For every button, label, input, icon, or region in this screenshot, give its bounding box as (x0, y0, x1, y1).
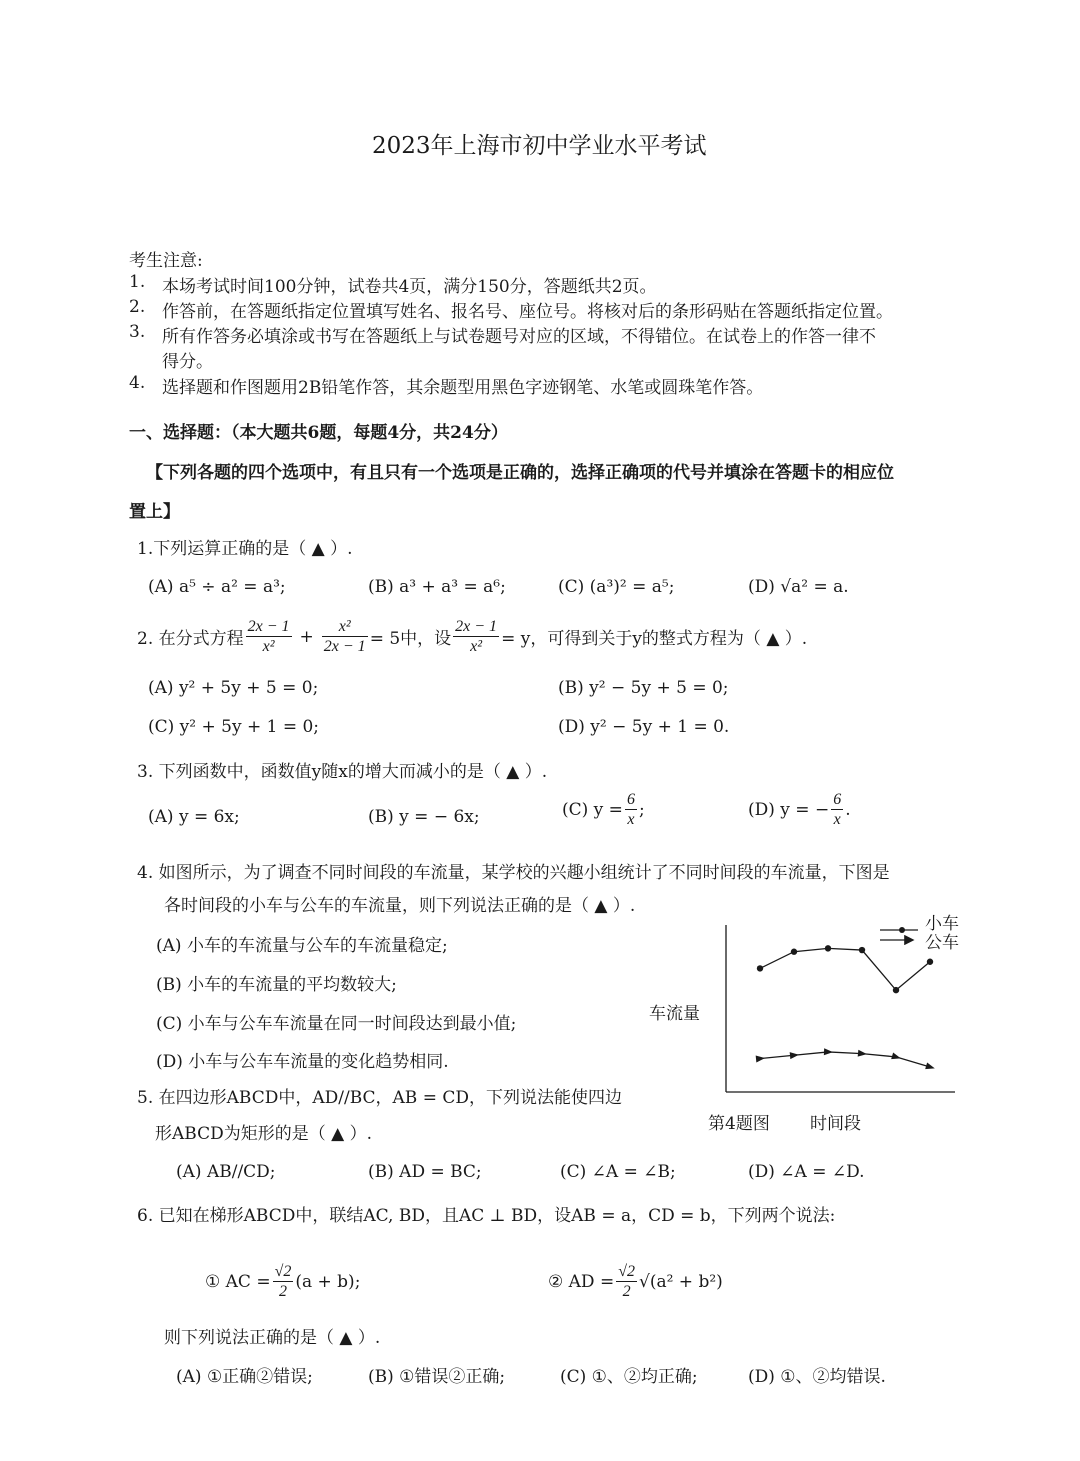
q1-option-b: (B) a³ + a³ = a⁶; (368, 577, 506, 597)
q1-stem: 1.下列运算正确的是（ ▲ ）. (137, 539, 353, 559)
q3-option-d (748, 790, 851, 829)
q2-option-a: (A) y² + 5y + 5 = 0; (148, 678, 319, 698)
page-title: 2023年上海市初中学业水平考试 (372, 133, 707, 159)
notice-heading: 考生注意: (129, 251, 203, 271)
q6-s2-denominator: 2 (622, 1283, 631, 1300)
q6-question: 则下列说法正确的是（ ▲ ）. (164, 1328, 381, 1348)
q2-option-b: (B) y² − 5y + 5 = 0; (558, 678, 729, 698)
q2-stem (137, 617, 807, 656)
q5-stem-cont: 形ABCD为矩形的是（ ▲ ）. (155, 1124, 373, 1144)
q6-option-c: (C) ①、②均正确; (560, 1367, 698, 1387)
section-instruction-cont: 置上】 (129, 502, 180, 522)
q6-s1-prefix: ① AC = (205, 1271, 271, 1292)
q2-stem-part1: 2. 在分式方程 (137, 629, 244, 649)
q3-c-numerator: 6 (626, 791, 635, 808)
q2-fraction-2 (322, 617, 368, 656)
notice-item-3-cont: 得分。 (162, 352, 213, 372)
q3-option-a: (A) y = 6x; (148, 807, 240, 827)
legend-label-car: 小车 (925, 914, 959, 934)
q2-option-c: (C) y² + 5y + 1 = 0; (148, 717, 320, 737)
series-2-point-4 (858, 1050, 868, 1058)
q5-option-c: (C) ∠A = ∠B; (560, 1162, 676, 1182)
q4-stem: 4. 如图所示，为了调查不同时间段的车流量，某学校的兴趣小组统计了不同时间段的车流量，下图是 (137, 863, 890, 883)
q2-stem-part3: = y，可得到关于y的整式方程为（ ▲ ）. (501, 629, 808, 649)
section-heading: 一、选择题：（本大题共6题，每题4分，共24分） (129, 423, 508, 443)
series-1-point-2 (791, 949, 797, 955)
q3-stem: 3. 下列函数中，函数值y随x的增大而减小的是（ ▲ ）. (137, 762, 548, 782)
q3-d-suffix: . (845, 799, 851, 820)
series-2-point-2 (790, 1051, 800, 1059)
q6-s2-fraction (616, 1262, 637, 1301)
q3-c-denominator: x (627, 811, 635, 828)
q5-option-d: (D) ∠A = ∠D. (748, 1162, 865, 1182)
series-2-point-1 (756, 1055, 766, 1063)
q4-option-b: (B) 小车的车流量的平均数较大; (156, 975, 397, 995)
series-line-1 (760, 948, 930, 990)
plot-area (756, 945, 936, 1072)
q5-option-a: (A) AB//CD; (176, 1162, 276, 1182)
q6-option-a: (A) ①正确②错误; (176, 1367, 313, 1387)
q6-stem: 6. 已知在梯形ABCD中，联结AC, BD，且AC ⊥ BD，设AB = a，CD = b，下列两个说法: (137, 1206, 836, 1226)
q3-c-suffix: ; (638, 799, 645, 820)
q3-c-fraction (625, 790, 637, 829)
section-instruction: 【下列各题的四个选项中，有且只有一个选项是正确的，选择正确项的代号并填涂在答题卡的相应位 (146, 463, 894, 483)
series-1-point-4 (859, 947, 865, 953)
q6-s1-numerator: √2 (274, 1263, 292, 1280)
notice-item-4: 选择题和作图题用2B铅笔作答，其余题型用黑色字迹钢笔、水笔或圆珠笔作答。 (162, 378, 764, 398)
legend-label-bus: 公车 (925, 933, 959, 953)
q6-s2-numerator: √2 (618, 1263, 635, 1280)
q2-f3-denominator: x² (470, 638, 483, 655)
q3-d-prefix: (D) y = − (748, 799, 830, 820)
q4-option-c: (C) 小车与公车车流量在同一时间段达到最小值; (156, 1014, 517, 1034)
notice-num-2: 2. (129, 297, 146, 317)
q6-s1-suffix: (a + b); (295, 1271, 361, 1292)
q6-option-d: (D) ①、②均错误. (748, 1367, 886, 1387)
q3-option-c (562, 790, 645, 829)
series-2-point-3 (824, 1048, 833, 1055)
notice-num-1: 1. (129, 272, 146, 292)
q6-statement-2 (548, 1262, 723, 1301)
legend-dot-car (899, 927, 905, 933)
series-line-2 (760, 1052, 930, 1067)
series-1-point-5 (893, 987, 899, 993)
notice-item-3: 所有作答务必填涂或书写在答题纸上与试卷题号对应的区域，不得错位。在试卷上的作答一律不 (162, 327, 876, 347)
q1-option-d: (D) √a² = a. (748, 577, 849, 597)
q5-option-b: (B) AD = BC; (368, 1162, 482, 1182)
q2-stem-part2: = 5中，设 (369, 629, 452, 649)
q4-option-d: (D) 小车与公车车流量的变化趋势相同. (156, 1052, 449, 1072)
q2-fraction-1 (246, 617, 292, 656)
q2-f2-numerator: x² (322, 617, 368, 637)
q6-option-b: (B) ①错误②正确; (368, 1367, 506, 1387)
q3-d-fraction (831, 790, 843, 829)
notice-num-4: 4. (129, 373, 146, 393)
chart-caption: 第4题图 (708, 1114, 770, 1134)
notice-item-1: 本场考试时间100分钟，试卷共4页，满分150分，答题纸共2页。 (162, 277, 657, 297)
y-axis-label: 车流量 (649, 1004, 700, 1024)
q6-s2-prefix: ② AD = (548, 1271, 615, 1292)
legend (880, 914, 959, 953)
q2-f1-numerator: 2x − 1 (247, 618, 290, 635)
q2-plus: + (299, 626, 314, 647)
notice-num-3: 3. (129, 322, 146, 342)
q6-s1-denominator: 2 (278, 1283, 287, 1300)
x-axis-label: 时间段 (810, 1114, 861, 1134)
q5-stem: 5. 在四边形ABCD中，AD//BC，AB = CD，下列说法能使四边 (137, 1088, 622, 1108)
series-2-point-6 (925, 1062, 936, 1071)
q2-f1-denominator: x² (262, 638, 275, 655)
q4-line-chart (640, 905, 980, 1145)
q4-option-a: (A) 小车的车流量与公车的车流量稳定; (156, 936, 448, 956)
q6-statement-1 (205, 1262, 360, 1301)
notice-item-2: 作答前，在答题纸指定位置填写姓名、报名号、座位号。将核对后的条形码贴在答题纸指定位置。 (162, 302, 893, 322)
q2-f3-numerator: 2x − 1 (455, 618, 498, 635)
q3-d-numerator: 6 (833, 791, 842, 808)
q4-stem-cont: 各时间段的小车与公车的车流量，则下列说法正确的是（ ▲ ）. (164, 896, 636, 916)
q1-option-a: (A) a⁵ ÷ a² = a³; (148, 577, 286, 597)
q6-s1-fraction (273, 1262, 294, 1301)
series-2-point-5 (891, 1052, 902, 1061)
q3-d-denominator: x (833, 811, 841, 828)
q2-fraction-3 (453, 617, 499, 656)
q3-option-b: (B) y = − 6x; (368, 807, 480, 827)
series-1-point-6 (927, 959, 933, 965)
series-1-point-1 (757, 965, 763, 971)
q3-c-prefix: (C) y = (562, 799, 623, 820)
q1-option-c: (C) (a³)² = a⁵; (558, 577, 675, 597)
q2-f2-denominator: 2x − 1 (323, 638, 366, 655)
q6-s2-suffix: √(a² + b²) (638, 1271, 723, 1292)
series-1-point-3 (825, 945, 831, 951)
q2-option-d: (D) y² − 5y + 1 = 0. (558, 717, 730, 737)
